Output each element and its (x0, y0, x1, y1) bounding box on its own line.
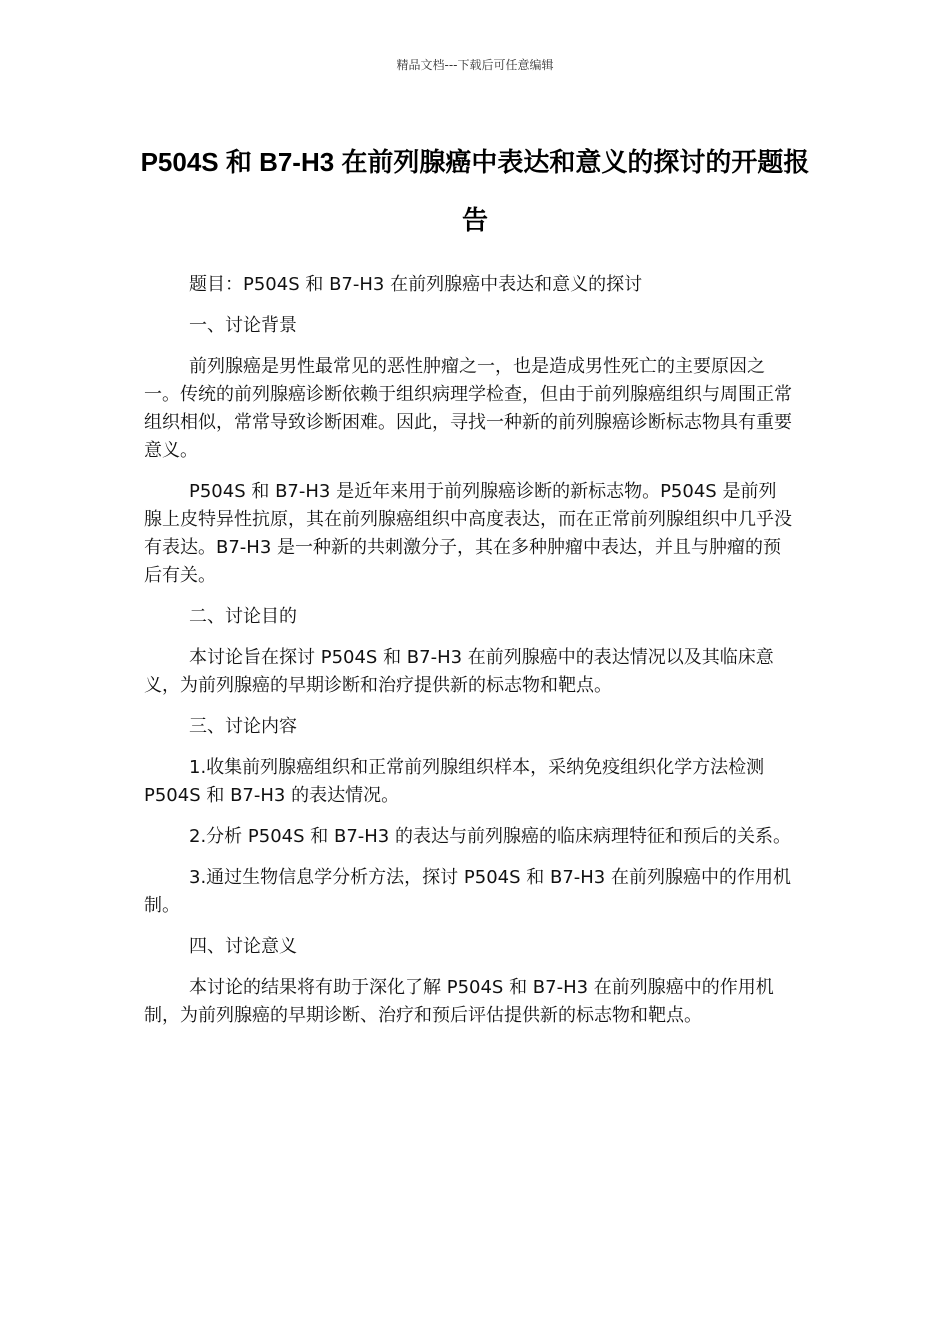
background-paragraph-2: P504S 和 B7-H3 是近年来用于前列腺癌诊断的新标志物。P504S 是前列腺上皮特异性抗原，其在前列腺癌组织中高度表达，而在正常前列腺组织中几乎没有表达。B7-H3 是一种新的共刺激分子，其在多种肿瘤中表达，并且与肿瘤的预后有关。 (144, 481, 792, 586)
topic-line: 题目：P504S 和 B7-H3 在前列腺癌中表达和意义的探讨 (189, 274, 643, 295)
content-item-1: 1.收集前列腺癌组织和正常前列腺组织样本，采纳免疫组织化学方法检测 P504S 和 B7-H3 的表达情况。 (144, 757, 765, 806)
section-heading-purpose: 二、讨论目的 (189, 606, 297, 627)
significance-paragraph: 本讨论的结果将有助于深化了解 P504S 和 B7-H3 在前列腺癌中的作用机制，为前列腺癌的早期诊断、治疗和预后评估提供新的标志物和靶点。 (144, 977, 774, 1026)
document-body (144, 271, 794, 1043)
background-paragraph-1: 前列腺癌是男性最常见的恶性肿瘤之一，也是造成男性死亡的主要原因之一。传统的前列腺癌诊断依赖于组织病理学检查，但由于前列腺癌组织与周围正常组织相似，常常导致诊断困难。因此，寻找一种新的前列腺癌诊断标志物具有重要意义。 (144, 356, 792, 461)
section-heading-significance: 四、讨论意义 (189, 936, 297, 957)
purpose-paragraph: 本讨论旨在探讨 P504S 和 B7-H3 在前列腺癌中的表达情况以及其临床意义，为前列腺癌的早期诊断和治疗提供新的标志物和靶点。 (144, 647, 774, 696)
content-item-2: 2.分析 P504S 和 B7-H3 的表达与前列腺癌的临床病理特征和预后的关系。 (189, 826, 791, 847)
document-title: P504S 和 B7-H3 在前列腺癌中表达和意义的探讨的开题报告 (140, 147, 810, 235)
section-heading-content: 三、讨论内容 (189, 716, 297, 737)
page-header: 精品文档---下载后可任意编辑 (396, 58, 554, 72)
content-item-3: 3.通过生物信息学分析方法，探讨 P504S 和 B7-H3 在前列腺癌中的作用机制。 (144, 867, 791, 916)
section-heading-background: 一、讨论背景 (189, 315, 297, 336)
